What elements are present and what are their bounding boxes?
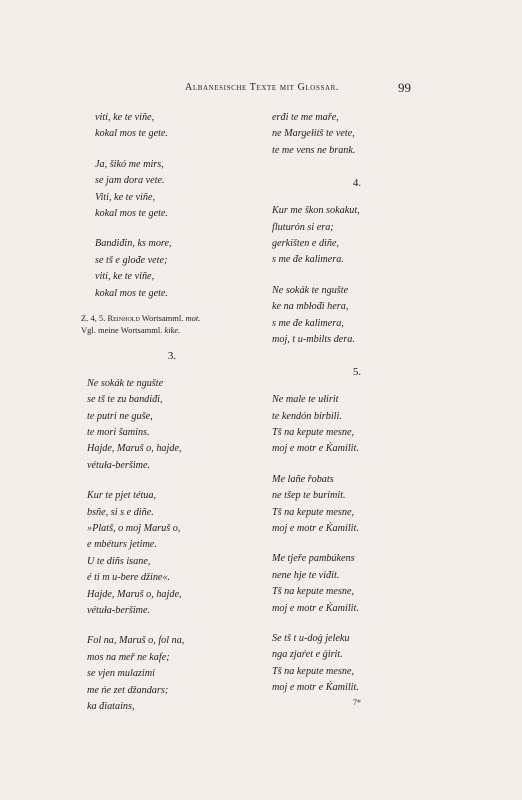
verse-line: viti, ke te viñe, [95, 112, 155, 123]
stanza [272, 203, 442, 269]
verse-line: kokal mos te gete. [95, 207, 168, 219]
stanza [87, 376, 257, 474]
verse-line: kokal mos te gete. [95, 287, 168, 299]
verse-line: Fol na, Maruš o, fol na, [87, 635, 185, 647]
verse-line: »Platš, o moj Maruš o, [87, 523, 181, 535]
verse-line: me ńe zet džandars; [87, 684, 169, 696]
verse-line: moj e motr e Ḱamilit. [272, 682, 359, 694]
verse-line: Tš na kepute mesne, [272, 665, 355, 677]
verse-line: se tš te zu bandiđi, [87, 394, 163, 406]
footnote-word: kike. [164, 324, 181, 335]
verse-line: te mori šamins. [87, 427, 150, 439]
stanza [87, 110, 257, 143]
verse-line: Tš na kepute mesne, [272, 427, 355, 439]
verse-line: nga zjaŕet e ǵirit. [272, 649, 343, 661]
verse-line: mos na meř ne kafe; [87, 651, 170, 663]
stanza [272, 472, 442, 538]
verse-line: se vjen mulazimi [87, 668, 155, 680]
verse-line: moj e motr e Ḱamilit. [272, 602, 359, 614]
verse-line: ne Margełitš te vete, [272, 128, 355, 140]
verse-line: te putri ne guše, [87, 410, 153, 422]
verse-line: erđi te me maře, [272, 112, 339, 123]
footnote-ref: Z. 4, 5. [81, 312, 106, 323]
footnote-source: Wortsamml. [141, 312, 184, 323]
footnote-line [81, 324, 257, 336]
verse-line: Me lañe řobats [272, 473, 334, 485]
verse-line: Tš na kepute mesne, [272, 506, 355, 518]
verse-line: e mbéturs jetime. [87, 539, 157, 551]
verse-line: gerkišten e diñe, [272, 237, 340, 249]
verse-line: se tš e glođe vete; [95, 254, 168, 266]
verse-line: moj e motr e Ḱamilit. [272, 443, 359, 455]
verse-line: moj, t u-mbilts dera. [272, 333, 355, 345]
verse-line: s me đe kalimera. [272, 254, 344, 266]
footnote [81, 312, 257, 336]
verse-line: te me vens ne brank. [272, 144, 356, 156]
verse-line: ke na mbłođi hera, [272, 301, 349, 313]
verse-line: Se tš t u-doǵ jeleku [272, 632, 350, 644]
left-column [81, 110, 257, 715]
verse-line: te kendón birbili. [272, 410, 342, 422]
verse-line: é ti m u-bere džine«. [87, 572, 171, 584]
page-number: 99 [398, 80, 411, 95]
section-heading: 3. [167, 349, 177, 362]
verse-line: nene hje te viđit. [272, 569, 340, 581]
stanza [272, 392, 442, 458]
page-header [0, 80, 522, 100]
verse-line: Kur me škon sokakut, [272, 205, 360, 217]
verse-line: Ne male te ułirit [272, 394, 339, 406]
right-column [272, 110, 442, 709]
stanza [272, 631, 442, 697]
verse-line: viti, ke te viñe, [95, 271, 155, 283]
verse-line: Viti, ke te viñe, [95, 191, 156, 203]
verse-line: Me tjeře pambúkens [272, 553, 355, 565]
verse-line: vétuła-beršime. [87, 604, 151, 616]
verse-line: bsñe, si s e diñe. [87, 506, 154, 518]
verse-line: U te diñs isane, [87, 555, 151, 567]
footnote-line [81, 312, 257, 324]
verse-line: moj e motr e Ḱamilit. [272, 523, 359, 535]
stanza [87, 633, 257, 715]
verse-line: s me đe kalimera, [272, 317, 344, 329]
verse-line: Kur te pjet tétua, [87, 490, 157, 502]
footnote-author: Reinhold [107, 312, 140, 323]
stanza [272, 283, 442, 349]
verse-line: Tš na kepute mesne, [272, 586, 355, 598]
stanza [87, 488, 257, 619]
verse-line: Bandiđin, ks more, [95, 238, 172, 250]
verse-line: Ne sokák te ngušte [87, 377, 164, 389]
running-title: Albanesische Texte mit Glossar. [185, 82, 339, 93]
stanza [87, 157, 257, 223]
verse-line: Hajde, Maruš o, hajde, [87, 588, 182, 600]
verse-line: ka điatains, [87, 700, 135, 712]
verse-line: vétuła-beršime. [87, 459, 151, 471]
verse-line: kokal mos te gete. [95, 128, 168, 140]
section-heading: 5. [352, 366, 362, 379]
footnote-source: Vgl. meine Wortsamml. [81, 324, 163, 335]
signature-mark: 7* [353, 697, 361, 707]
verse-line: ne tšep te burimit. [272, 490, 346, 502]
stanza [87, 236, 257, 302]
footnote-word: mot. [185, 312, 201, 323]
verse-line: Hajde, Maruš o, hajde, [87, 443, 182, 455]
stanza [272, 551, 442, 617]
stanza [272, 110, 442, 159]
verse-line: fluturón si era; [272, 221, 334, 233]
verse-line: Ne sokák te ngušte [272, 284, 349, 296]
verse-line: se jam dora vete. [95, 175, 165, 187]
verse-line: Ja, šikó me mirs, [95, 158, 164, 170]
section-heading: 4. [352, 177, 362, 190]
